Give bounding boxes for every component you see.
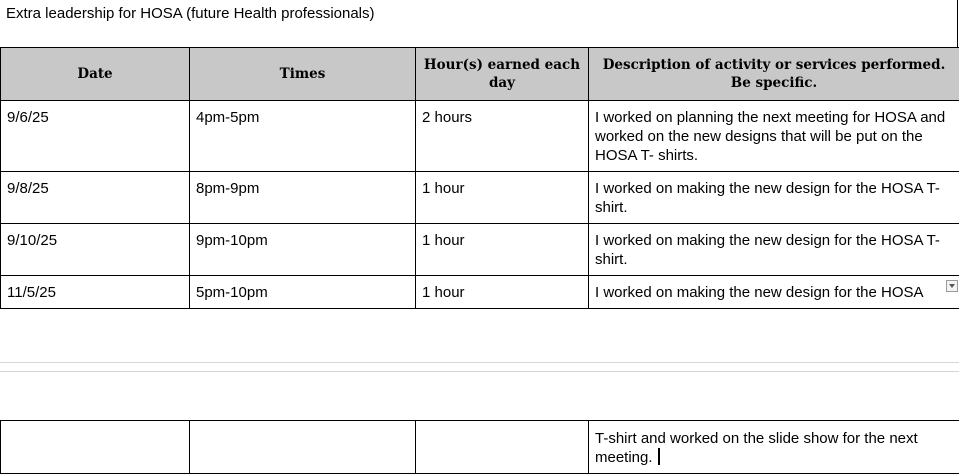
cell-description-text: T-shirt and worked on the slide show for the next meeting. — [595, 430, 918, 466]
cell-hours[interactable]: 1 hour — [416, 224, 589, 276]
dropdown-arrow-icon[interactable] — [946, 280, 958, 292]
table-header-row — [1, 48, 959, 101]
table-row — [1, 101, 959, 172]
cell-hours[interactable]: 1 hour — [416, 172, 589, 224]
cell-times[interactable]: 5pm-10pm — [190, 276, 416, 309]
cell-description[interactable]: I worked on planning the next meeting for HOSA and worked on the new designs that will be put on the HOSA T- shirts. — [589, 101, 959, 172]
cell-hours[interactable]: 1 hour — [416, 276, 589, 309]
page-edge-line — [957, 0, 958, 48]
cell-times[interactable] — [190, 421, 416, 474]
cell-times[interactable]: 8pm-9pm — [190, 172, 416, 224]
cell-date[interactable]: 11/5/25 — [1, 276, 190, 309]
activity-table-continued — [0, 420, 959, 474]
cell-description[interactable] — [589, 276, 959, 309]
table-row — [1, 276, 959, 309]
table-row — [1, 224, 959, 276]
cell-date[interactable]: 9/6/25 — [1, 101, 190, 172]
header-description[interactable]: Description of activity or services performed. Be specific. — [589, 48, 959, 101]
cell-times[interactable]: 4pm-5pm — [190, 101, 416, 172]
cell-times[interactable]: 9pm-10pm — [190, 224, 416, 276]
cell-description[interactable]: I worked on making the new design for the HOSA T-shirt. — [589, 172, 959, 224]
text-cursor — [658, 448, 660, 465]
cell-hours[interactable] — [416, 421, 589, 474]
page-break-line-top — [0, 362, 959, 363]
page-break-line-bottom — [0, 371, 959, 372]
cell-description[interactable] — [589, 421, 959, 474]
cell-date[interactable] — [1, 421, 190, 474]
document-title: Extra leadership for HOSA (future Health professionals) — [6, 5, 375, 22]
header-times[interactable]: Times — [190, 48, 416, 101]
cell-date[interactable]: 9/10/25 — [1, 224, 190, 276]
header-date[interactable]: Date — [1, 48, 190, 101]
cell-hours[interactable]: 2 hours — [416, 101, 589, 172]
cell-description[interactable]: I worked on making the new design for the HOSA T-shirt. — [589, 224, 959, 276]
table-row — [1, 172, 959, 224]
header-hours[interactable]: Hour(s) earned each day — [416, 48, 589, 101]
activity-table — [0, 47, 959, 309]
cell-description-text: I worked on making the new design for the HOSA — [595, 284, 924, 301]
cell-date[interactable]: 9/8/25 — [1, 172, 190, 224]
table-row — [1, 421, 959, 474]
